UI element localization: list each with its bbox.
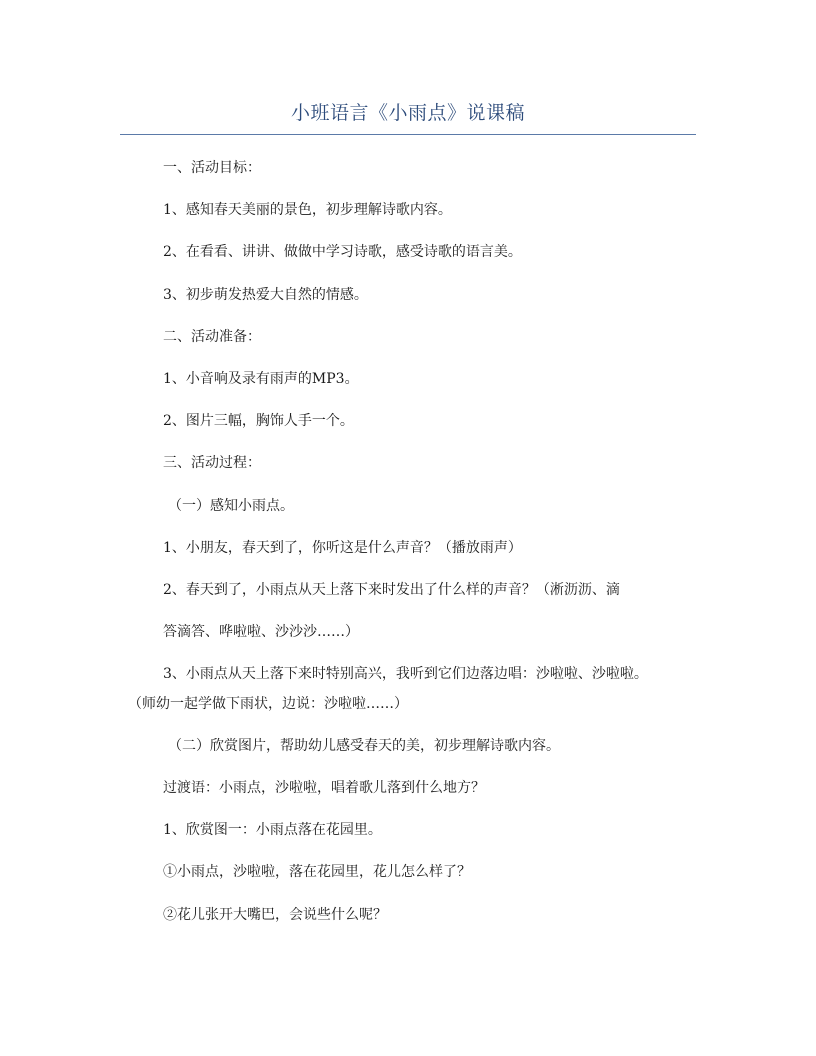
paragraph: 2、春天到了，小雨点从天上落下来时发出了什么样的声音？（淅沥沥、滴	[163, 582, 620, 598]
paragraph: ②花儿张开大嘴巴，会说些什么呢？	[163, 907, 387, 923]
subsection-heading: （二）欣赏图片，帮助幼儿感受春天的美，初步理解诗歌内容。	[168, 738, 560, 754]
paragraph: 3、初步萌发热爱大自然的情感。	[163, 287, 368, 303]
paragraph: 3、小雨点从天上落下来时特别高兴，我听到它们边落边唱：沙啦啦、沙啦啦。	[163, 666, 648, 682]
paragraph-continuation: （师幼一起学做下雨状，边说：沙啦啦……）	[128, 696, 408, 712]
section-heading: 三、活动过程：	[163, 455, 261, 471]
section-heading: 二、活动准备：	[163, 329, 261, 345]
paragraph: 2、图片三幅，胸饰人手一个。	[163, 413, 354, 429]
document-title: 小班语言《小雨点》说课稿	[290, 102, 525, 124]
section-heading: 一、活动目标：	[163, 160, 261, 176]
title-divider	[120, 134, 696, 135]
paragraph: 1、感知春天美丽的景色，初步理解诗歌内容。	[163, 202, 452, 218]
paragraph-continuation: 答滴答、哗啦啦、沙沙沙……）	[163, 624, 359, 640]
subsection-heading: （一）感知小雨点。	[168, 498, 294, 514]
paragraph: ①小雨点，沙啦啦，落在花园里，花儿怎么样了？	[163, 864, 471, 880]
paragraph: 过渡语：小雨点，沙啦啦，唱着歌儿落到什么地方？	[163, 780, 485, 796]
paragraph: 2、在看看、讲讲、做做中学习诗歌，感受诗歌的语言美。	[163, 244, 522, 260]
paragraph: 1、欣赏图一：小雨点落在花园里。	[163, 822, 382, 838]
paragraph: 1、小朋友，春天到了，你听这是什么声音？（播放雨声）	[163, 540, 522, 556]
paragraph: 1、小音响及录有雨声的MP3。	[163, 371, 359, 387]
